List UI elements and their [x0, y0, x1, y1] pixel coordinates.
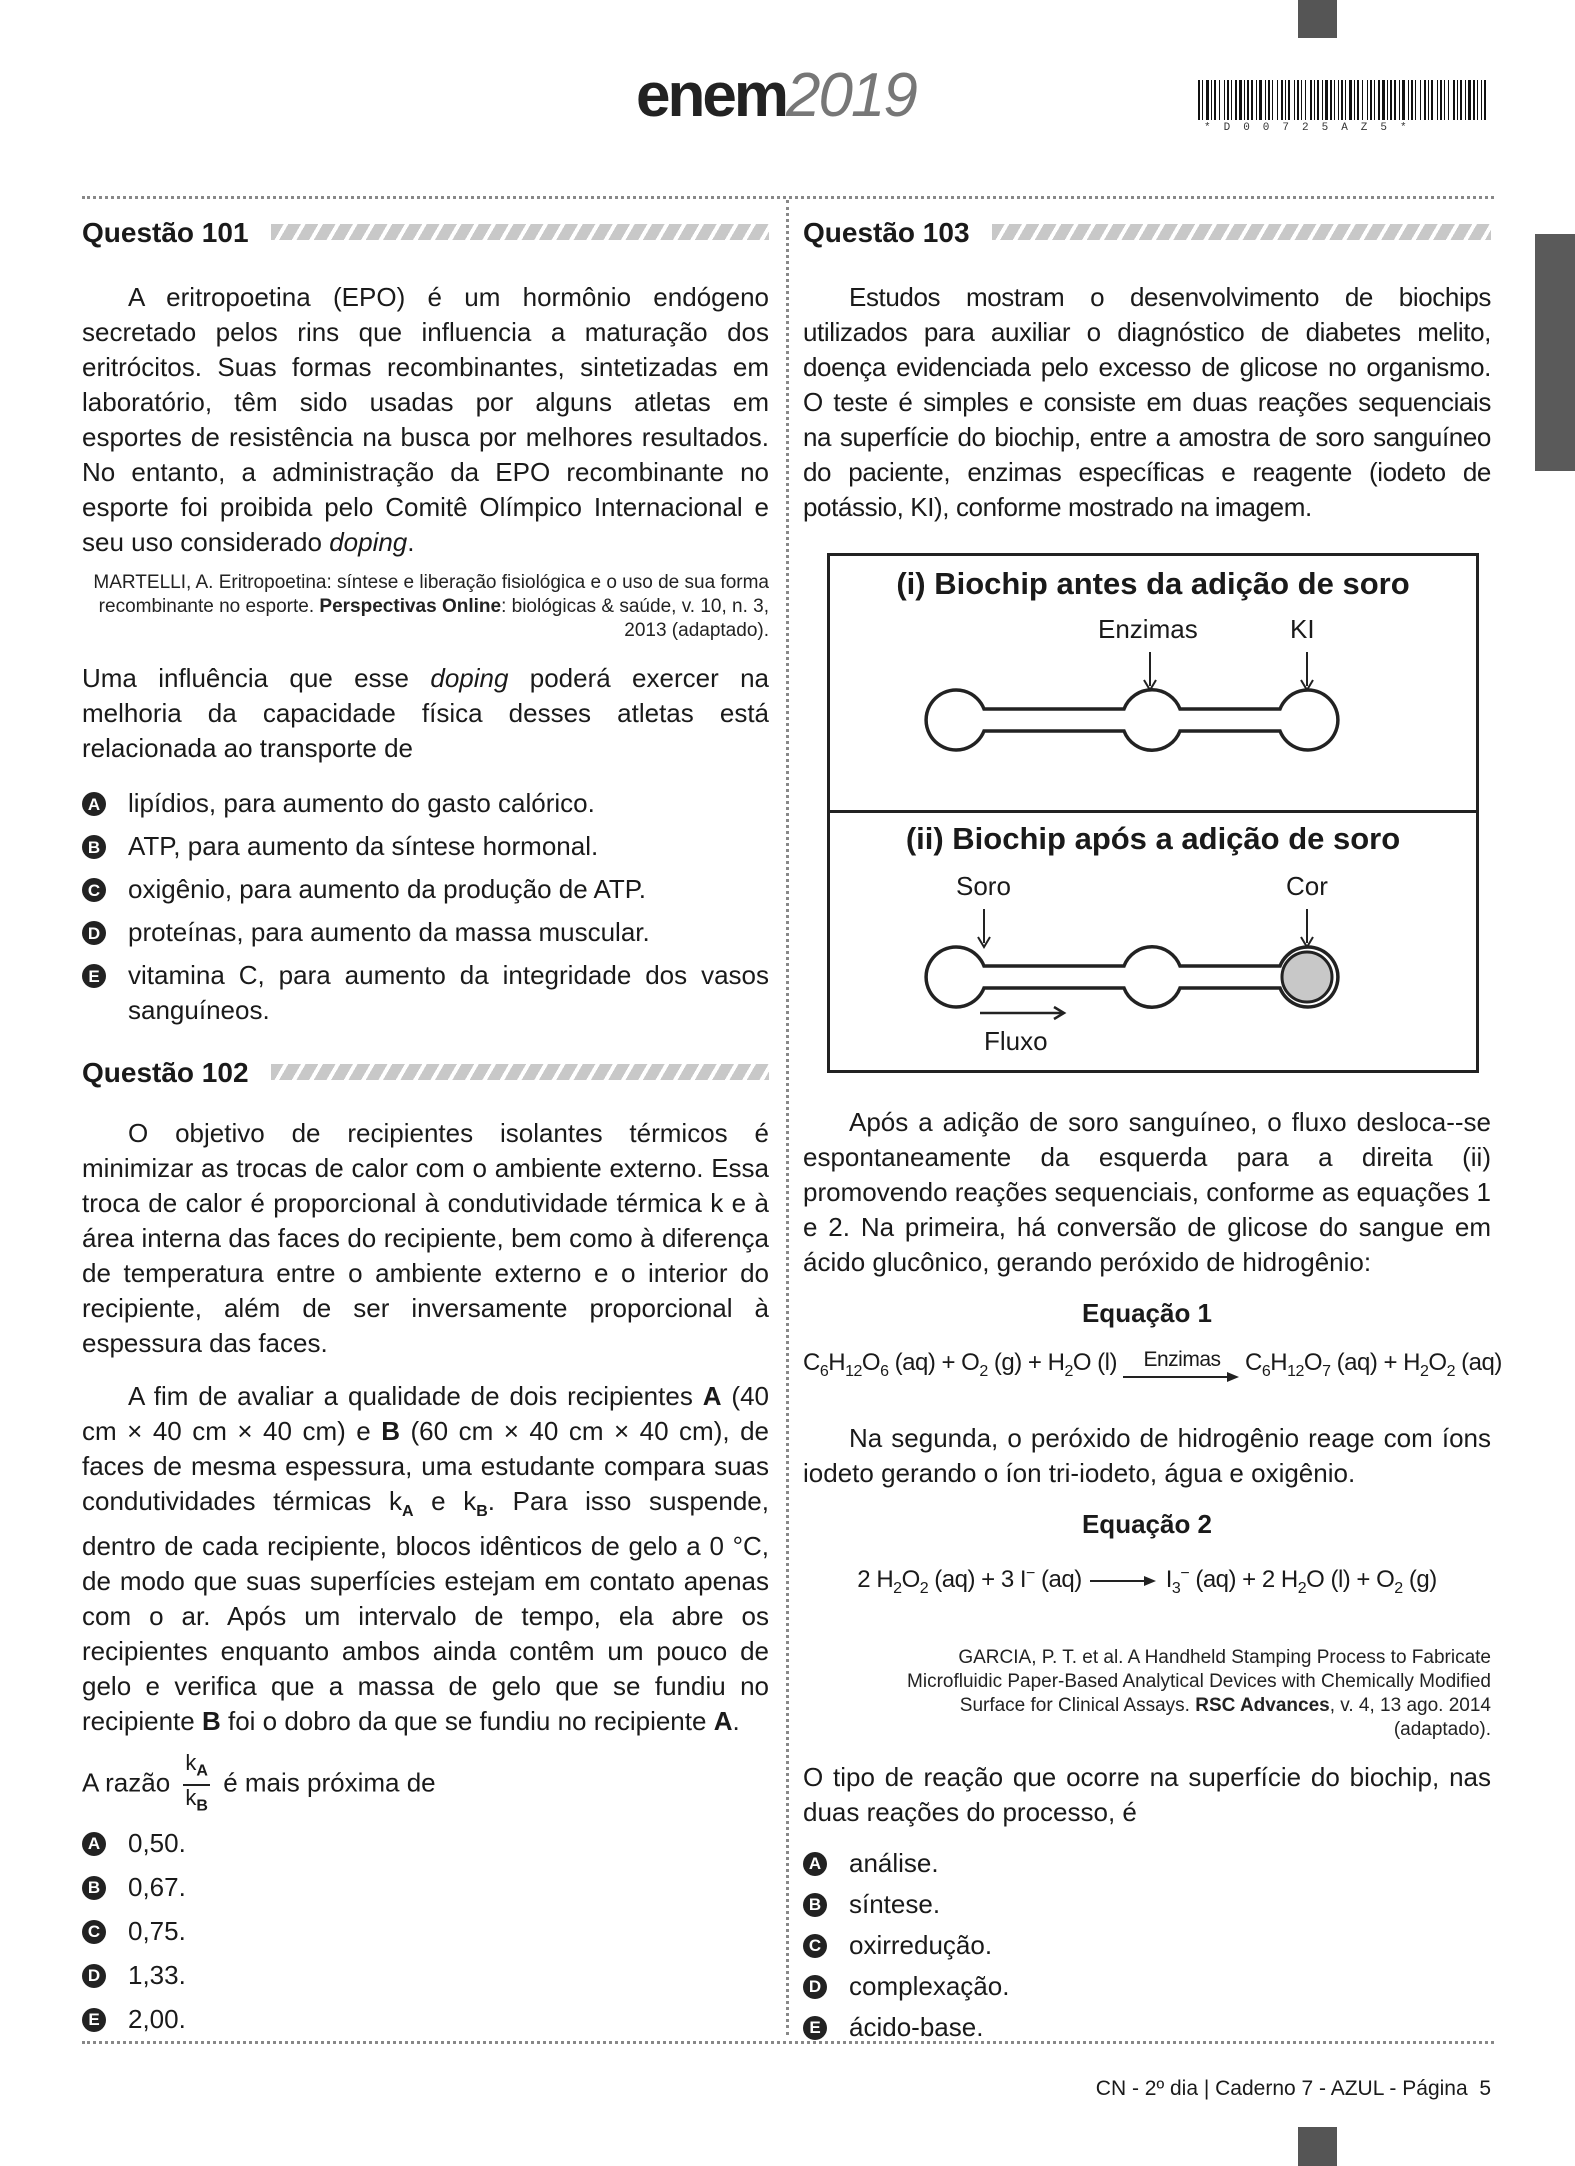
barcode-bar [1341, 80, 1343, 120]
barcode-bar [1390, 80, 1392, 120]
barcode-bar [1239, 80, 1242, 120]
k-sub-b: B [476, 1503, 488, 1521]
reaction-arrow-icon [1123, 1371, 1241, 1383]
option-text: 0,75. [128, 1915, 186, 1946]
option-text: 0,50. [128, 1827, 186, 1858]
barcode-bar [1477, 80, 1478, 120]
left-column [82, 212, 769, 2046]
barcode-bar [1219, 80, 1220, 120]
q103-header-stripe [992, 224, 1491, 240]
barcode-bar [1345, 80, 1346, 120]
barcode [1198, 80, 1490, 120]
barcode-bar [1224, 80, 1225, 120]
barcode-bar [1247, 80, 1249, 120]
q101-paragraph-italic: doping [329, 527, 408, 557]
barcode-bar [1317, 80, 1319, 120]
enem-logo [636, 60, 916, 131]
barcode-bar [1374, 80, 1375, 120]
q103-citation-details: , v. 4, 13 ago. 2014 (adaptado). [1329, 1694, 1491, 1740]
barcode-bar [1411, 80, 1413, 120]
option-letter-c: C [803, 1934, 827, 1958]
ratio-fraction [183, 1751, 210, 1818]
q102-header [82, 1052, 769, 1092]
barcode-bar [1370, 80, 1372, 120]
barcode-bar [1468, 80, 1471, 120]
barcode-bar [1244, 80, 1245, 120]
barcode-bar [1415, 80, 1416, 120]
barcode-bar [1325, 80, 1328, 120]
equation-1 [803, 1345, 1502, 1389]
barcode-bar [1305, 80, 1306, 120]
k-symbol: k [388, 1486, 402, 1516]
barcode-bar [1288, 80, 1290, 120]
q101-prompt-italic: doping [430, 663, 509, 693]
equation-2 [803, 1556, 1491, 1606]
q101-prompt [82, 661, 769, 766]
q103-paragraph1: Estudos mostram o desenvolvimento de biochips utilizados para auxiliar o diagnóstico de diabetes melito, doença evidenciada pelo excesso de glicose no organismo. O teste é simples e consiste em duas reações sequenciais na superfície do biochip, entre a amostra de soro sanguíneo do paciente, enzimas específicas e reagente (iodeto de potássio, KI), conforme mostrado na imagem. [803, 282, 1491, 522]
barcode-bar [1198, 80, 1200, 120]
column-divider [786, 200, 789, 2035]
q102-label-b: B [381, 1416, 401, 1446]
barcode-bar [1294, 80, 1295, 120]
q102-paragraph2 [82, 1379, 769, 1739]
option-text: síntese. [849, 1888, 941, 1919]
q102-label-a: A [702, 1381, 722, 1411]
option-letter-d: D [82, 921, 106, 945]
option-letter-d: D [82, 1964, 106, 1988]
q103-paragraph3: Na segunda, o peróxido de hidrogênio reage com íons iodeto gerando o íon tri-iodeto, água e oxigênio. [803, 1422, 1491, 1488]
option-text: 1,33. [128, 1959, 186, 1990]
option-text: oxigênio, para aumento da produção de ATP. [128, 874, 646, 904]
barcode-bar [1481, 80, 1482, 120]
barcode-bar [1322, 80, 1323, 120]
reaction-arrow-icon [1090, 1575, 1158, 1587]
option-text: proteínas, para aumento da massa muscular. [128, 917, 650, 947]
q101-option-d[interactable] [82, 915, 769, 950]
registration-mark-top [1298, 0, 1337, 38]
label-fluxo: Fluxo [984, 1026, 1048, 1056]
barcode-bar [1211, 80, 1212, 120]
q101-paragraph-end: . [407, 527, 415, 557]
option-letter-c: C [82, 1920, 106, 1944]
barcode-bar [1367, 80, 1368, 120]
q103-citation-text: GARCIA, P. T. et al. A Handheld Stamping Process to Fabricate Microfluidic Paper-Based Analytical Devices with Chemically Modified Surface for Clinical Assays. [907, 1646, 1491, 1716]
barcode-bar [1378, 80, 1380, 120]
q102-p2-and: e [431, 1486, 446, 1516]
biochip-channel-before [926, 690, 1338, 750]
option-text: complexação. [849, 1970, 1010, 2001]
q102-option-a[interactable] [82, 1826, 769, 1861]
barcode-bar [1420, 80, 1421, 120]
option-text: lipídios, para aumento do gasto calórico. [128, 788, 595, 818]
barcode-bar [1354, 80, 1355, 120]
barcode-bar [1256, 80, 1257, 120]
q101-citation-details: : biológicas & saúde, v. 10, n. 3, 2013 (adaptado). [501, 596, 769, 641]
option-text: 0,67. [128, 1871, 186, 1902]
biochip-after-diagram [830, 806, 1476, 1068]
q101-citation [82, 571, 769, 643]
option-text: vitamina C, para aumento da integridade dos vasos sanguíneos. [128, 960, 769, 1025]
logo-brand: enem [636, 61, 786, 130]
barcode-bar [1235, 80, 1237, 120]
label-ki: KI [1290, 614, 1315, 644]
q102-p2-period: . [732, 1706, 740, 1737]
barcode-bar [1394, 80, 1396, 120]
q102-header-stripe [271, 1064, 769, 1080]
barcode-bar [1440, 80, 1442, 120]
q102-option-c[interactable] [82, 1914, 769, 1949]
option-letter-c: C [82, 878, 106, 902]
option-text: ácido-base. [849, 2011, 984, 2042]
option-letter-a: A [803, 1852, 827, 1876]
q103-option-c[interactable] [803, 1928, 1491, 1963]
fraction-denominator [185, 1786, 208, 1818]
biochip-figure [827, 553, 1479, 1073]
eq1-arrow [1123, 1349, 1241, 1383]
q103-options [803, 1846, 1491, 2045]
barcode-bar [1408, 80, 1409, 120]
eq1-products: $C_6H_{12}O_7$ $(aq) + H_2O_2$ (aq) [1245, 1349, 1502, 1380]
barcode-bar [1314, 80, 1315, 120]
q102-label-b: B [201, 1706, 221, 1737]
q103-prompt: O tipo de reação que ocorre na superfície do biochip, nas duas reações do processo, é [803, 1761, 1491, 1827]
barcode-bar [1465, 80, 1466, 120]
barcode-bar [1251, 80, 1253, 120]
barcode-text: *D00725AZ5* [1204, 122, 1420, 134]
barcode-bar [1402, 80, 1405, 120]
panel2-title: (ii) Biochip após a adição de soro [905, 821, 1401, 856]
barcode-bar [1268, 80, 1270, 120]
q102-p2-dims-b: (60 cm × 40 cm × 40 cm), de faces de mesma espessura, uma estudante compara suas condutividades térmicas [82, 1416, 769, 1516]
barcode-bar [1214, 80, 1216, 120]
barcode-icon [1198, 80, 1490, 120]
q102-option-b[interactable] [82, 1870, 769, 1905]
option-letter-d: D [803, 1975, 827, 1999]
q102-title: Questão 102 [82, 1056, 249, 1088]
q101-header-stripe [271, 224, 769, 240]
k-sub-a: A [401, 1503, 414, 1521]
label-enzimas: Enzimas [1098, 614, 1198, 644]
top-divider [82, 196, 1494, 199]
barcode-bar [1281, 80, 1283, 120]
label-cor: Cor [1286, 871, 1328, 901]
ratio-prefix: A razão [82, 1767, 171, 1798]
barcode-bar [1460, 80, 1462, 120]
q102-label-a: A [713, 1706, 733, 1737]
page-footer: CN - 2º dia | Caderno 7 - AZUL - Página 5 [1095, 2077, 1491, 2100]
option-letter-b: B [803, 1893, 827, 1917]
q101-paragraph-text: A eritropoetina (EPO) é um hormônio endógeno secretado pelos rins que influencia a maturação dos eritrócitos. Suas formas recombinantes, sintetizadas em laboratório, têm sido usadas por alguns atletas em esportes de resistência na busca por melhores resultados. No entanto, a administração da EPO recombinante no esporte foi proibida pelo Comitê Olímpico Internacional e seu uso considerado [82, 282, 769, 557]
barcode-bar [1399, 80, 1400, 120]
q101-citation-journal: Perspectivas Online [319, 596, 502, 617]
barcode-bar [1431, 80, 1433, 120]
option-letter-b: B [82, 1876, 106, 1900]
option-letter-e: E [82, 964, 106, 988]
ratio-suffix: é mais próxima de [223, 1767, 436, 1798]
barcode-bar [1272, 80, 1273, 120]
barcode-bar [1349, 80, 1352, 120]
barcode-bar [1448, 80, 1449, 120]
q102-p2-end: foi o dobro da que se fundiu no recipiente [227, 1706, 707, 1737]
k-sub-a: A [196, 1762, 208, 1780]
q101-prompt-b: poderá exercer na melhoria da capacidade física desses atletas está relacionada ao transporte de [82, 663, 769, 763]
k-symbol: k [463, 1486, 477, 1516]
barcode-bar [1444, 80, 1445, 120]
barcode-bar [1334, 80, 1335, 120]
eq1-reactants: $C_6H_{12}O_6$ $(aq) + O_2$ $(g) + H_2O$ (l) [803, 1349, 1117, 1380]
q102-paragraph1: O objetivo de recipientes isolantes térmicos é minimizar as trocas de calor com o ambiente externo. Essa troca de calor é proporcional à condutividade térmica k e à área interna das faces do recipiente, bem como à diferença de temperatura entre o ambiente externo e o interior do recipiente, além de ser inversamente proporcional à espessura das faces. [82, 1118, 769, 1358]
q101-option-a[interactable] [82, 786, 769, 821]
q103-paragraph2: Após a adição de soro sanguíneo, o fluxo desloca--se espontaneamente da esquerda para a direita (ii) promovendo reações sequenciais, conforme as equações 1 e 2. Na primeira, há conversão de glicose do sangue em ácido glucônico, gerando peróxido de hidrogênio: [803, 1107, 1491, 1277]
option-letter-b: B [82, 835, 106, 859]
registration-mark-bottom [1298, 2127, 1337, 2166]
barcode-bar [1473, 80, 1475, 120]
eq2-title: Equação 2 [1081, 1508, 1213, 1539]
barcode-bar [1484, 80, 1486, 120]
option-letter-a: A [82, 1832, 106, 1856]
q102-ratio [82, 1751, 769, 1818]
option-text: análise. [849, 1847, 939, 1878]
q103-citation-journal: RSC Advances [1195, 1694, 1330, 1716]
q101-header [82, 212, 769, 252]
barcode-bar [1259, 80, 1262, 120]
option-text: 2,00. [128, 2003, 186, 2034]
logo-year: 2019 [785, 61, 916, 130]
q101-title: Questão 101 [82, 216, 249, 248]
barcode-bar [1265, 80, 1266, 120]
barcode-bar [1428, 80, 1429, 120]
option-letter-e: E [82, 2008, 106, 2032]
option-letter-e: E [803, 2016, 827, 2040]
k-sub-b: B [196, 1796, 208, 1814]
barcode-bar [1301, 80, 1302, 120]
q103-option-e[interactable] [803, 2010, 1491, 2045]
q102-option-e[interactable] [82, 2002, 769, 2037]
q103-option-d[interactable] [803, 1969, 1491, 2004]
q103-header [803, 212, 1491, 252]
fraction-numerator [183, 1751, 210, 1785]
barcode-bar [1202, 80, 1203, 120]
barcode-bar [1357, 80, 1359, 120]
q102-options [82, 1826, 769, 2037]
q101-option-c[interactable] [82, 872, 769, 907]
barcode-bar [1297, 80, 1299, 120]
barcode-bar [1227, 80, 1229, 120]
option-letter-a: A [82, 792, 106, 816]
barcode-bar [1310, 80, 1312, 120]
barcode-bar [1437, 80, 1438, 120]
k-symbol: k [185, 1750, 197, 1776]
panel1-title: (i) Biochip antes da adição de soro [896, 566, 1410, 601]
barcode-bar [1338, 80, 1339, 120]
q102-option-d[interactable] [82, 1958, 769, 1993]
q102-p2-rest: . Para isso suspende, dentro de cada recipiente, blocos idênticos de gelo a 0 °C, de modo que suas superfícies estejam em contato apenas com o ar. Após um intervalo de tempo, ela abre os recipientes enquanto ambos ainda contêm um pouco de gelo e verifica que a massa de gelo que se fundiu no recipiente [82, 1486, 769, 1737]
barcode-bar [1330, 80, 1332, 120]
option-text: oxirredução. [849, 1929, 993, 1960]
barcode-bar [1453, 80, 1455, 120]
q101-options [82, 786, 769, 1028]
barcode-bar [1382, 80, 1385, 120]
label-soro: Soro [956, 871, 1011, 901]
q103-option-b[interactable] [803, 1887, 1491, 1922]
right-column [803, 212, 1502, 2051]
q103-title: Questão 103 [803, 216, 970, 248]
k-symbol: k [185, 1784, 197, 1810]
barcode-bar [1231, 80, 1232, 120]
barcode-bar [1457, 80, 1458, 120]
option-text: ATP, para aumento da síntese hormonal. [128, 831, 599, 861]
colored-reservoir [1282, 952, 1332, 1002]
q101-prompt-a: Uma influência que esse [82, 663, 410, 693]
barcode-bar [1285, 80, 1286, 120]
biochip-channel-after [926, 947, 1338, 1007]
q101-paragraph [82, 280, 769, 560]
barcode-bar [1362, 80, 1363, 120]
barcode-bar [1277, 80, 1278, 120]
barcode-bar [1206, 80, 1209, 120]
barcode-bar [1424, 80, 1426, 120]
eq1-title: Equação 1 [1081, 1298, 1213, 1328]
q102-p2-dims-a: (40 cm × 40 cm × 40 cm) e [82, 1381, 769, 1446]
q103-option-a[interactable] [803, 1846, 1491, 1881]
eq2-products: $I_3^-$ (aq) + 2 $H_2O$ $(l) + O_2$ (g) [1165, 1564, 1437, 1597]
q101-option-e[interactable] [82, 958, 769, 1028]
q103-citation [803, 1646, 1491, 1742]
eq2-reactants: 2 $H_2O_2$ (aq) + 3 I− (aq) [857, 1564, 1082, 1597]
side-tab [1535, 234, 1575, 471]
biochip-before-diagram [830, 556, 1476, 806]
eq1-arrow-label: Enzimas [1143, 1347, 1221, 1371]
q101-citation-text: MARTELLI, A. Eritropoetina: síntese e liberação fisiológica e o uso de sua forma recombinante no esporte. [93, 572, 769, 617]
q101-option-b[interactable] [82, 829, 769, 864]
barcode-bar [1387, 80, 1388, 120]
q102-p2-intro: A fim de avaliar a qualidade de dois recipientes [128, 1381, 693, 1411]
